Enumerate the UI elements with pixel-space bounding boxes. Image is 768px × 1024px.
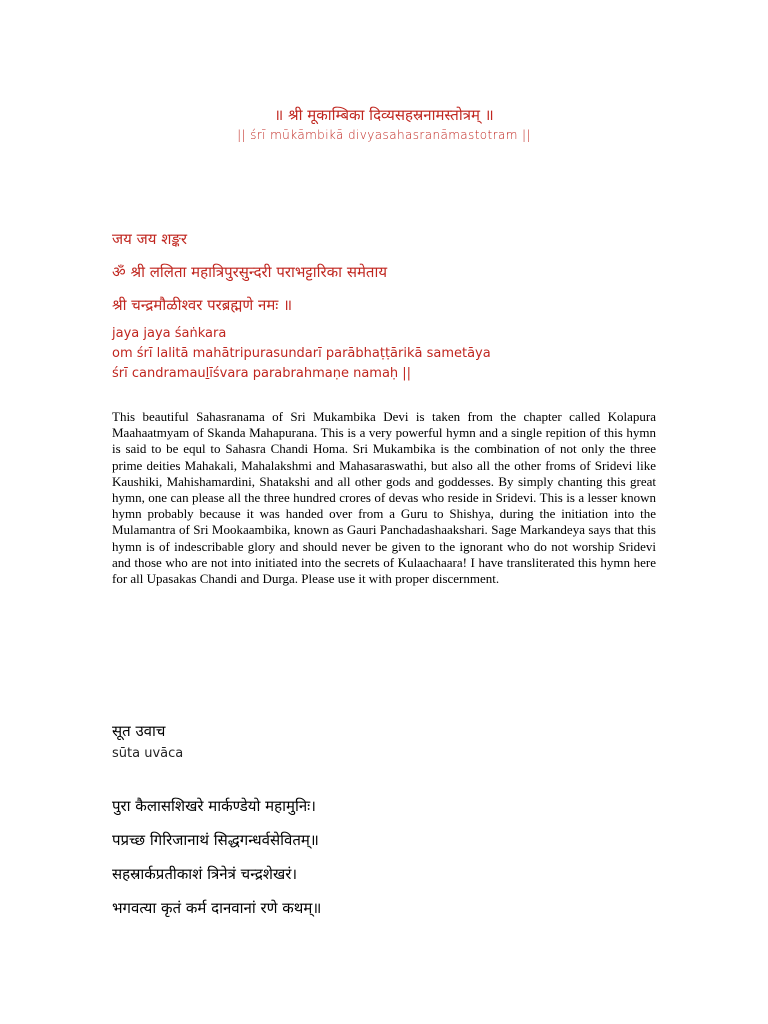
invocation-transliteration-line-2: om śrī lalitā mahātripurasundarī parābhaṭṭārikā sametāya bbox=[112, 346, 491, 361]
invocation-devanagari-line-2: ॐ श्री ललिता महात्रिपुरसुन्दरी पराभट्टारिका समेताय bbox=[112, 263, 388, 281]
verse-line-2: पप्रच्छ गिरिजानाथं सिद्धगन्धर्वसेवितम्॥ bbox=[112, 831, 319, 849]
suta-uvaca-heading bbox=[112, 720, 712, 764]
verses-block bbox=[112, 795, 712, 931]
title-devanagari: ॥ श्री मूकाम्बिका दिव्यसहस्रनामस्तोत्रम् ॥ bbox=[274, 106, 494, 124]
invocation-devanagari-line-3: श्री चन्द्रमौळीश्वर परब्रह्मणे नमः ॥ bbox=[112, 296, 293, 314]
verse-line-3: सहस्रार्कप्रतीकाशं त्रिनेत्रं चन्द्रशेखरं। bbox=[112, 865, 298, 883]
verse-line-1: पुरा कैलासशिखरे मार्कण्डेयो महामुनिः। bbox=[112, 797, 316, 815]
invocation-transliteration-line-3: śrī candramauḻīśvara parabrahmaṇe namaḥ || bbox=[112, 366, 412, 381]
invocation-block bbox=[112, 228, 712, 384]
intro-paragraph: This beautiful Sahasranama of Sri Mukambika Devi is taken from the chapter called Kolapura Maahaatmyam of Skanda Mahapurana. This is a very powerful hymn and a single repition of this hymn is said to be equl to Sahasra Chandi Homa. Sri Mukambika is the combination of not only the three prime deities Mahakali, Mahalakshmi and Mahasaraswathi, but also all the other froms of Sridevi like Kaushiki, Mahishamardini, Shatakshi and all other gods and goddesses. By simply chanting this great hymn, one can please all the three hundred crores of devas who reside in Sridevi. This is a lesser known hymn probably because it was handed over from a Guru to Shishya, during the initiation into the Mulamantra of Sri Mookaambika, known as Gauri Panchadashaakshari. Sage Markandeya says that this hymn is of indescribable glory and should never be given to the ignorant who do not worship Sridevi and those who are not into initiated into the secrets of Kulaachaara! I have transliterated this hymn here for all Upasakas Chandi and Durga. Please use it with proper discernment. bbox=[112, 409, 656, 587]
title-block bbox=[0, 104, 768, 144]
invocation-devanagari-line-1: जय जय शङ्कर bbox=[112, 230, 188, 248]
suta-uvaca-transliteration: sūta uvāca bbox=[112, 746, 184, 761]
verse-line-4: भगवत्या कृतं कर्म दानवानां रणे कथम्॥ bbox=[112, 899, 322, 917]
suta-uvaca-devanagari: सूत उवाच bbox=[112, 722, 166, 740]
invocation-transliteration-line-1: jaya jaya śaṅkara bbox=[112, 326, 227, 341]
title-transliteration: || śrī mūkāmbikā divyasahasranāmastotram || bbox=[237, 128, 531, 142]
